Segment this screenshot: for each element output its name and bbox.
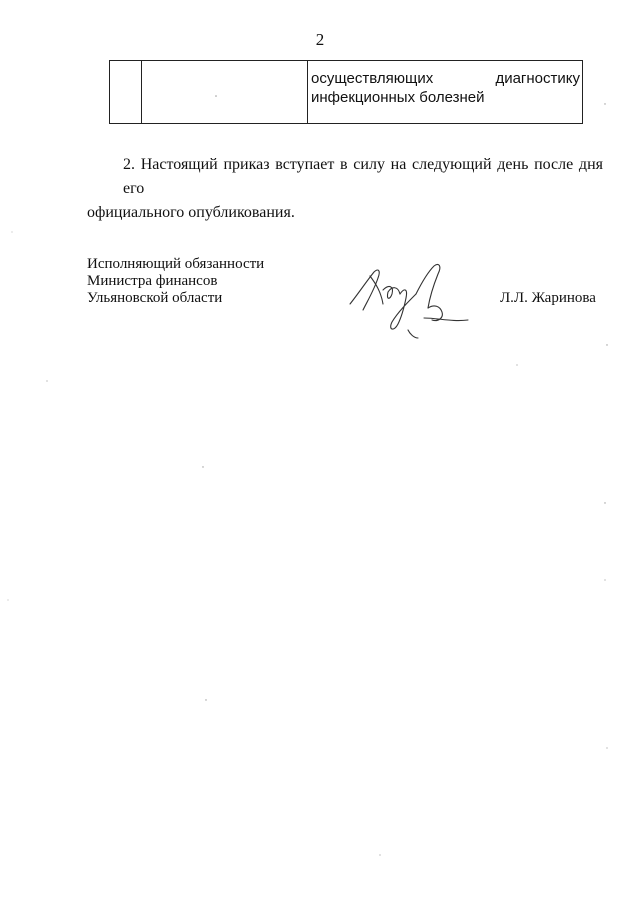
- signer-title-line-3: Ульяновской области: [87, 290, 223, 306]
- signer-title-block: [87, 256, 264, 307]
- signer-name: Л.Л. Жаринова: [500, 290, 596, 306]
- cell-word-2: диагностику: [495, 70, 580, 87]
- table-cell-empty: [142, 61, 308, 124]
- paragraph-line-1: 2. Настоящий приказ вступает в силу на следующий день после дня его: [123, 156, 603, 197]
- handwritten-signature: [348, 260, 473, 340]
- cell-word-1: осуществляющих: [311, 70, 434, 87]
- table-row: [110, 61, 583, 124]
- page-number: 2: [315, 30, 325, 49]
- order-paragraph: [87, 153, 603, 225]
- continued-table: [109, 60, 583, 124]
- paragraph-line-2: официального опубликования.: [87, 204, 295, 221]
- table-cell-number: [110, 61, 142, 124]
- signer-title-line-2: Министра финансов: [87, 273, 218, 289]
- cell-line-2: инфекционных болезней: [311, 89, 485, 106]
- table-cell-description: [308, 61, 583, 124]
- signer-title-line-1: Исполняющий обязанности: [87, 256, 265, 272]
- cell-line-1: [311, 69, 580, 88]
